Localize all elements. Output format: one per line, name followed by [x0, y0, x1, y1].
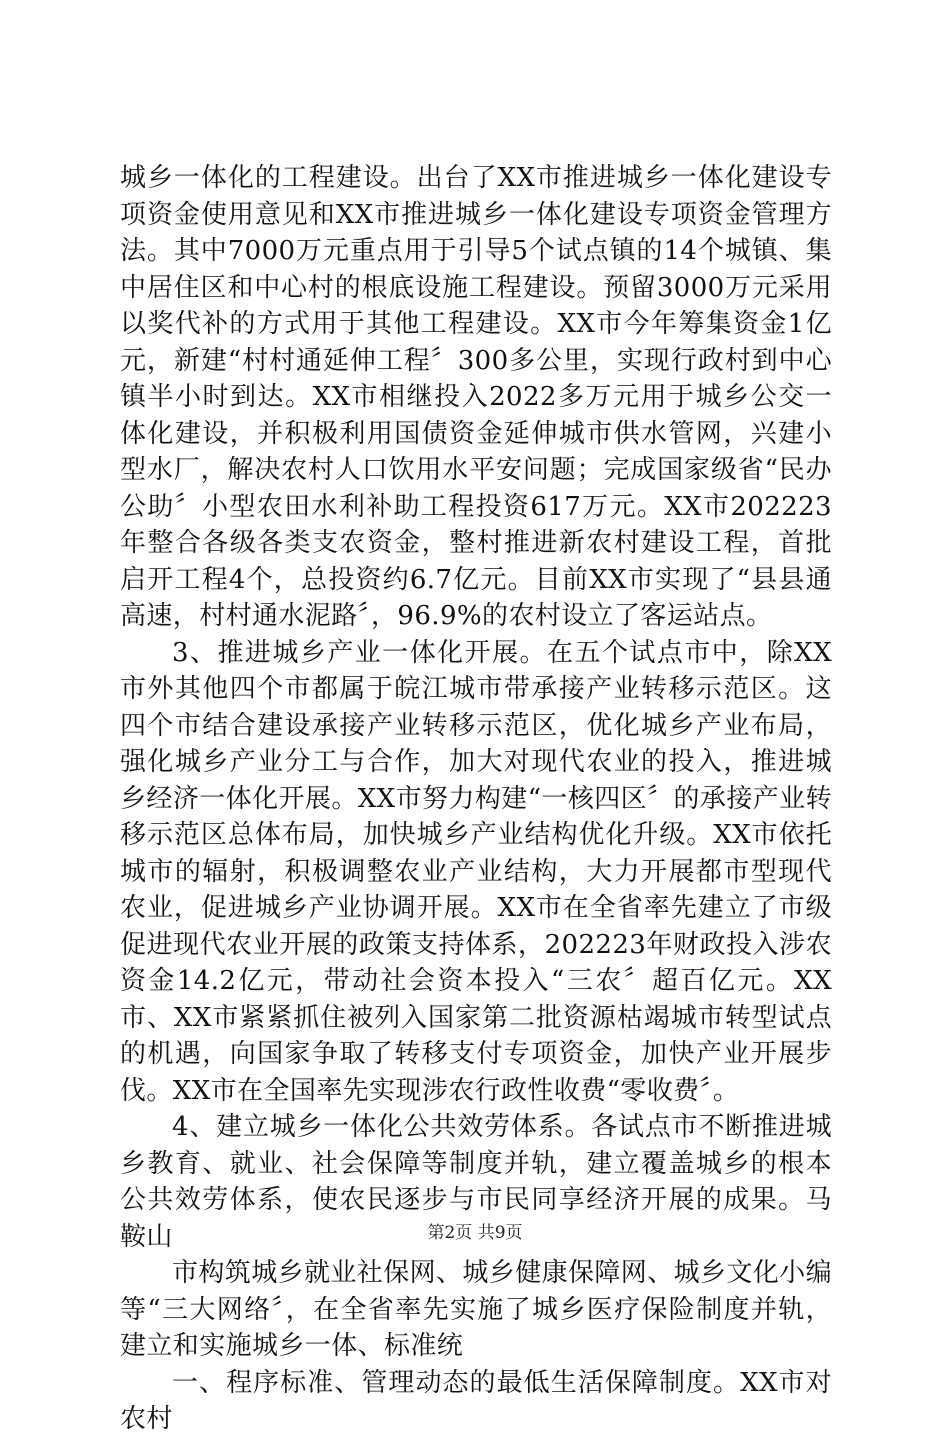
paragraph-industry-integration: 3、推进城乡产业一体化开展。在五个试点市中，除XX市外其他四个市都属于皖江城市带承接产业转移示范区。这四个市结合建设承接产业转移示范区，优化城乡产业布局，强化城乡产业分工与合作，加大对现代农业的投入，推进城乡经济一体化开展。XX市努力构建“一核四区〞的承接产业转移示范区总体布局，加快城乡产业结构优化升级。XX市依托城市的辐射，积极调整农业产业结构，大力开展都市型现代农业，促进城乡产业协调开展。XX市在全省率先建立了市级促进现代农业开展的政策支持体系，202223年财政投入涉农资金14.2亿元，带动社会资本投入“三农〞超百亿元。XX市、XX市紧紧抓住被列入国家第二批资源枯竭城市转型试点的机遇，向国家争取了转移支付专项资金，加快产业开展步伐。XX市在全国率先实现涉农行政性收费“零收费〞。 [120, 637, 832, 1106]
document-body [120, 160, 832, 1438]
page-footer: 第2页 共9页 [427, 1223, 523, 1243]
paragraph-public-service: 4、建立城乡一体化公共效劳体系。各试点市不断推进城乡教育、就业、社会保障等制度并轨，建立覆盖城乡的根本公共效劳体系，使农民逐步与市民同享经济开展的成果。马鞍山 [120, 1112, 832, 1252]
paragraph-three-networks: 市构筑城乡就业社保网、城乡健康保障网、城乡文化小编等“三大网络〞，在全省率先实施了城乡医疗保险制度并轨，建立和实施城乡一体、标准统 [120, 1258, 833, 1361]
paragraph-project-construction: 城乡一体化的工程建设。出台了XX市推进城乡一体化建设专项资金使用意见和XX市推进城乡一体化建设专项资金管理方法。其中7000万元重点用于引导5个试点镇的14个城镇、集中居住区和中心村的根底设施工程建设。预留3000万元采用以奖代补的方式用于其他工程建设。XX市今年筹集资金1亿元，新建“村村通延伸工程〞300多公里，实现行政村到中心镇半小时到达。XX市相继投入2022多万元用于城乡公交一体化建设，并积极利用国债资金延伸城市供水管网，兴建小型水厂，解决农村人口饮用水平安问题；完成国家级省“民办公助〞小型农田水利补助工程投资617万元。XX市202223年整合各级各类支农资金，整村推进新农村建设工程，首批启开工程4个，总投资约6.7亿元。目前XX市实现了“县县通高速，村村通水泥路〞，96.9%的农村设立了客运站点。 [120, 163, 832, 631]
paragraph-subsistence-security: 一、程序标准、管理动态的最低生活保障制度。XX市对农村 [120, 1367, 832, 1434]
